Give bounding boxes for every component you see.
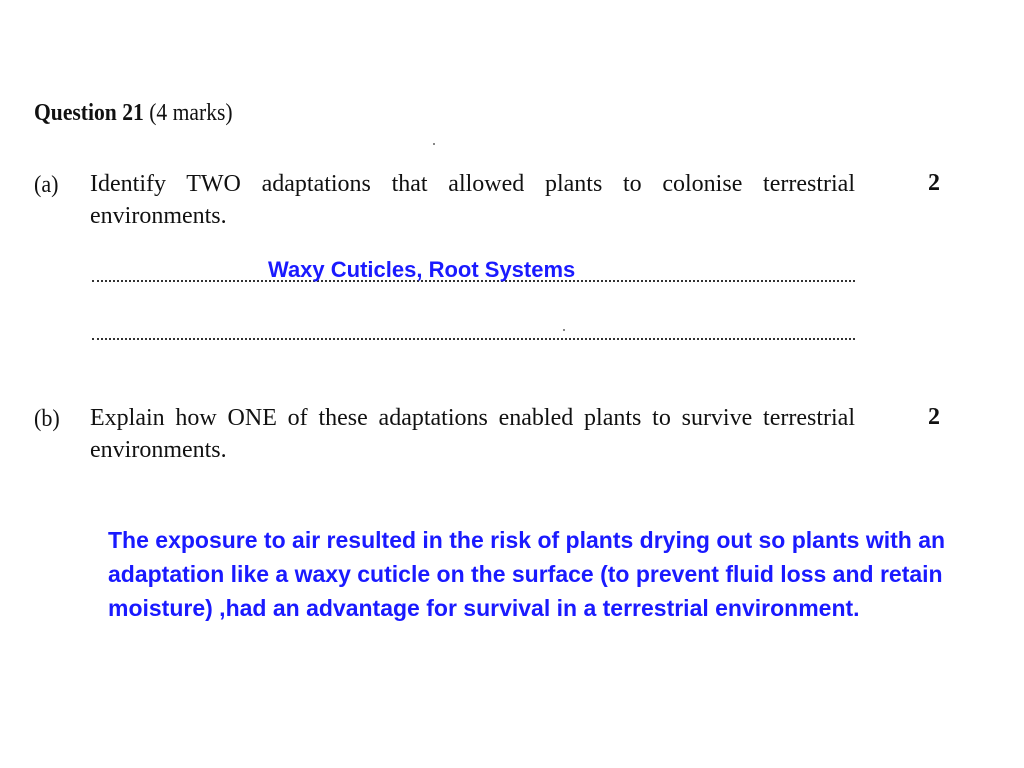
answer-line-2 bbox=[92, 338, 855, 340]
part-b-answer: The exposure to air resulted in the risk of plants drying out so plants with an adaptation like a waxy cuticle on the surface (to prevent fluid loss and retain moisture) ,had an advantage for survival in a terrestrial environment. bbox=[108, 527, 946, 621]
part-a-answer: Waxy Cuticles, Root Systems bbox=[268, 257, 576, 282]
stray-mark bbox=[433, 143, 435, 145]
part-b-prompt: Explain how ONE of these adaptations enabled plants to survive terrestrial environments. bbox=[90, 405, 855, 463]
part-a-marks: 2 bbox=[928, 170, 940, 196]
question-heading bbox=[34, 100, 233, 127]
part-b-label: (b) bbox=[34, 406, 60, 432]
question-title: Question 21 bbox=[34, 100, 144, 126]
stray-mark bbox=[563, 329, 565, 331]
question-marks-note: (4 marks) bbox=[149, 100, 233, 126]
part-a-label: (a) bbox=[34, 172, 59, 198]
part-a-prompt: Identify TWO adaptations that allowed plants to colonise terrestrial environments. bbox=[90, 171, 855, 229]
part-b-marks: 2 bbox=[928, 404, 940, 430]
